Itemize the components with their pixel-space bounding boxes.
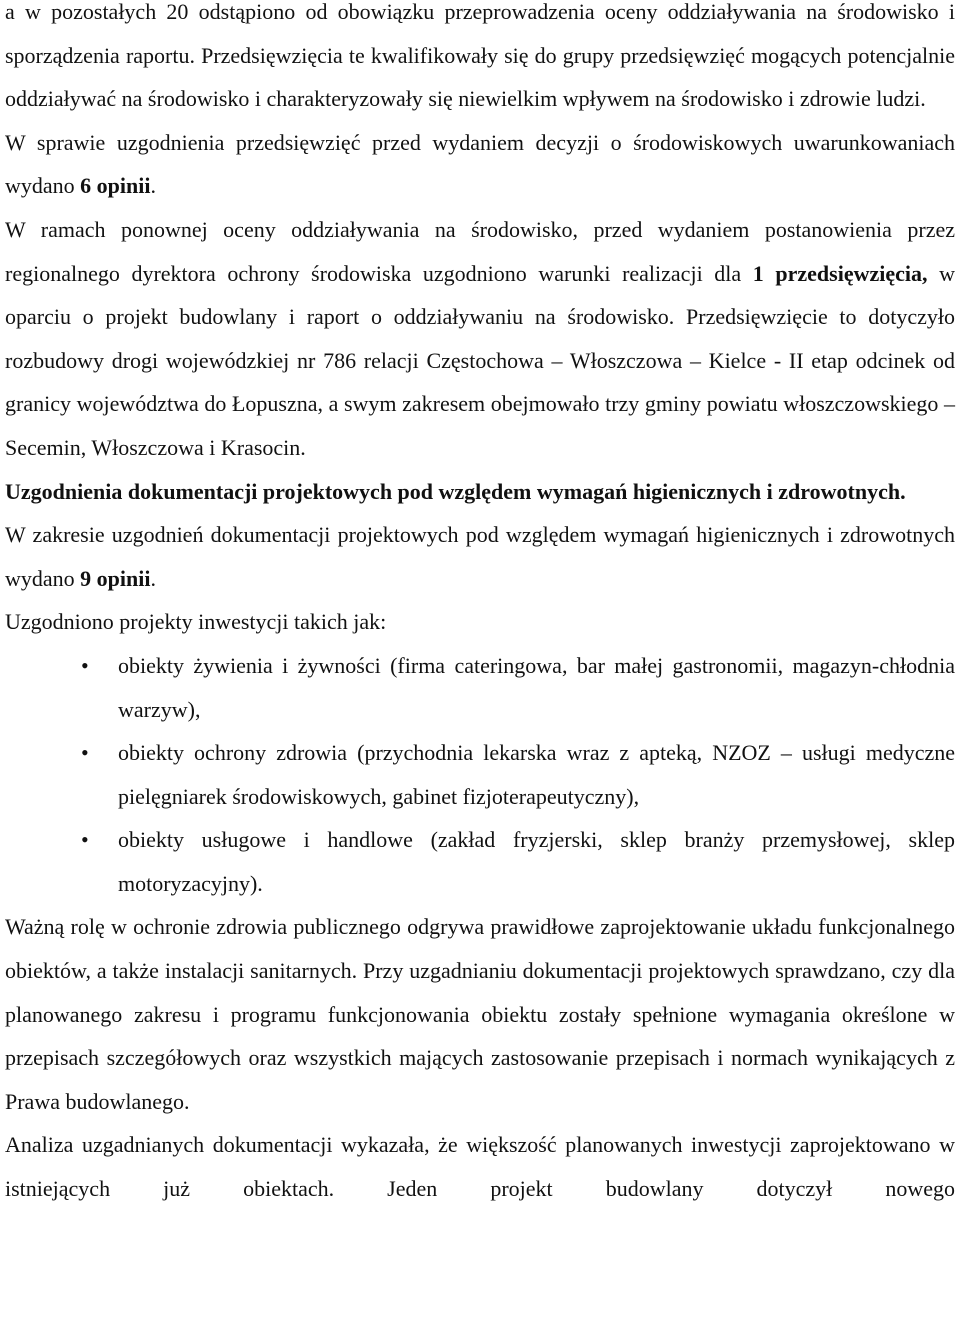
paragraph-eia-exemptions [5,0,955,121]
document-page [5,0,955,1211]
paragraph-hygiene-opinions [5,513,955,600]
bullet-icon: • [81,827,89,853]
bullet-icon: • [81,740,89,766]
paragraph-opinions-before-decision [5,121,955,208]
investment-list [5,644,955,906]
list-item-text: obiekty ochrony zdrowia (przychodnia lekarska wraz z apteką, NZOZ – usługi medyczne pielęgniarek środowiskowych, gabinet fizjoterapeutyczny), [118,740,955,809]
list-item-text: obiekty usługowe i handlowe (zakład fryzjerski, sklep branży przemysłowej, sklep motoryzacyjny). [118,827,955,896]
paragraph-text: a w pozostałych 20 odstąpiono od obowiązku przeprowadzenia oceny oddziaływania na środowisko i sporządzenia raportu. Przedsięwzięcia te kwalifikowały się do grupy przedsięwzięć mogących potencjalnie oddziaływać na środowisko i charakteryzowały się niewielkim wpływem na środowisko i zdrowie ludzi. [5,0,955,112]
paragraph-analysis: Analiza uzgadnianych dokumentacji wykazała, że większość planowanych inwestycji zaprojektowano w istniejących już obiektach. Jeden projekt budowlany dotyczył nowego [5,1132,955,1202]
projects-count: 1 przedsięwzięcia, [752,260,928,286]
list-item [5,644,955,731]
paragraph-text: . [150,565,156,591]
paragraph-text: W zakresie uzgodnień dokumentacji projektowych pod względem wymagań higienicznych i zdrowotnych wydano [5,522,955,591]
paragraph-text: W sprawie uzgodnienia przedsięwzięć przed wydaniem decyzji o środowiskowych uwarunkowaniach wydano [5,129,955,199]
list-item [5,818,955,905]
opinions-count: 6 opinii [80,173,151,199]
paragraph-text: . [150,173,156,199]
paragraph-public-health: Ważną rolę w ochronie zdrowia publicznego odgrywa prawidłowe zaprojektowanie układu funkcjonalnego obiektów, a także instalacji sanitarnych. Przy uzgadnianiu dokumentacji projektowych sprawdzano, czy dla planowanego zakresu i programu funkcjonowania obiektu zostały spełnione wymagania określone w przepisach szczegółowych oraz wszystkich mających zastosowanie przepisach i normach wynikających z Prawa budowlanego. [5,914,955,1114]
paragraph-list-intro: Uzgodniono projekty inwestycji takich jak: [5,609,387,635]
paragraph-reassessment [5,208,955,470]
paragraph-text: W ramach ponownej oceny oddziaływania na środowisko, przed wydaniem postanowienia przez regionalnego dyrektora ochrony środowiska uzgodniono warunki realizacji dla [5,216,955,286]
list-item-text: obiekty żywienia i żywności (firma cateringowa, bar małej gastronomii, magazyn-chłodnia warzyw), [118,652,955,722]
opinions-count: 9 opinii [80,565,151,591]
section-heading: Uzgodnienia dokumentacji projektowych pod względem wymagań higienicznych i zdrowotnych. [5,478,906,504]
list-item [5,731,955,818]
paragraph-text: w oparciu o projekt budowlany i raport o oddziaływaniu na środowisko. Przedsięwzięcie to dotyczyło rozbudowy drogi wojewódzkiej nr 786 relacji Częstochowa – Włoszczowa – Kielce - II etap odcinek od granicy województwa do Łopuszna, a swym zakresem obejmowało trzy gminy powiatu włoszczowskiego – Secemin, Włoszczowa i Krasocin. [5,260,956,460]
bullet-icon: • [81,652,89,678]
